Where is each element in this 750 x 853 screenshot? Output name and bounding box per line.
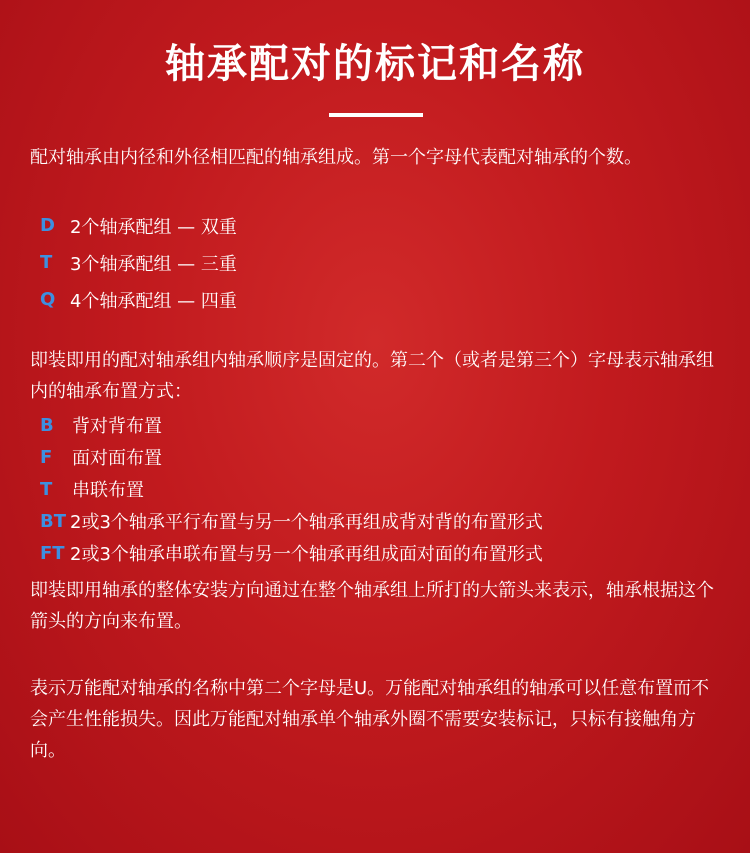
universal-paragraph: 表示万能配对轴承的名称中第二个字母是U。万能配对轴承组的轴承可以任意布置而不会产生性能损失。因此万能配对轴承单个轴承外圈不需要安装标记，只标有接触角方向。 xyxy=(30,678,710,761)
arrangement-code-desc: 串联布置 xyxy=(72,480,144,501)
arrangement-code-item xyxy=(40,473,720,505)
count-code-item xyxy=(40,281,720,318)
count-code-letter: Q xyxy=(40,289,56,310)
arrangement-code-item xyxy=(40,505,720,537)
arrangement-code-letter: BT xyxy=(40,510,66,532)
title-underline xyxy=(329,113,423,117)
arrangement-code-desc: 面对面布置 xyxy=(72,448,162,469)
count-code-desc: 4个轴承配组 — 四重 xyxy=(70,290,237,312)
arrangement-code-letter: FT xyxy=(40,542,65,564)
arrangement-code-item xyxy=(40,441,720,473)
count-code-list xyxy=(40,207,720,318)
count-code-item xyxy=(40,207,720,244)
arrangement-code-desc: 2或3个轴承串联布置与另一个轴承再组成面对面的布置形式 xyxy=(70,544,543,565)
count-code-item xyxy=(40,244,720,281)
count-code-letter: T xyxy=(40,252,53,273)
arrangement-code-letter: B xyxy=(40,414,54,436)
count-code-desc: 3个轴承配组 — 三重 xyxy=(70,253,237,275)
arrangement-intro-paragraph: 即装即用的配对轴承组内轴承顺序是固定的。第二个（或者是第三个）字母表示轴承组内的轴承布置方式： xyxy=(30,350,714,402)
arrangement-code-item xyxy=(40,409,720,441)
arrangement-code-letter: F xyxy=(40,446,53,468)
page-title: 轴承配对的标记和名称 xyxy=(165,41,585,87)
count-code-desc: 2个轴承配组 — 双重 xyxy=(70,216,237,238)
arrangement-code-item xyxy=(40,537,720,569)
count-code-letter: D xyxy=(40,215,55,236)
arrangement-code-desc: 背对背布置 xyxy=(72,416,162,437)
arrangement-code-letter: T xyxy=(40,478,53,500)
direction-paragraph: 即装即用轴承的整体安装方向通过在整个轴承组上所打的大箭头来表示，轴承根据这个箭头的方向来布置。 xyxy=(30,580,714,632)
arrangement-code-list xyxy=(40,409,720,569)
intro-paragraph: 配对轴承由内径和外径相匹配的轴承组成。第一个字母代表配对轴承的个数。 xyxy=(30,147,642,168)
arrangement-code-desc: 2或3个轴承平行布置与另一个轴承再组成背对背的布置形式 xyxy=(70,512,543,533)
